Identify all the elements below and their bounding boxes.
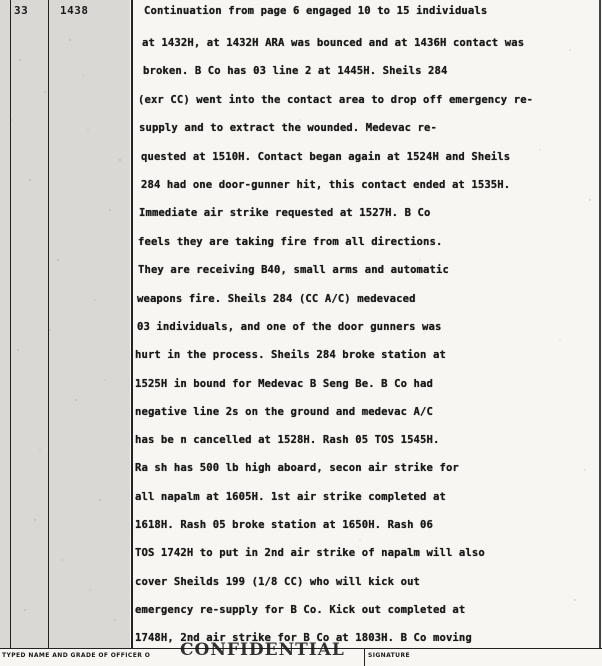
narrative-line: broken. B Co has 03 line 2 at 1445H. Sheils 284 [143, 65, 448, 77]
narrative-line: hurt in the process. Sheils 284 broke station at [135, 349, 446, 361]
column-rule-left [10, 0, 11, 648]
item-number: 33 [14, 4, 29, 17]
entry-time: 1438 [60, 4, 89, 17]
log-narrative [134, 0, 602, 650]
narrative-line: 1618H. Rash 05 broke station at 1650H. Rash 06 [135, 519, 433, 531]
narrative-line: TOS 1742H to put in 2nd air strike of napalm will also [135, 547, 485, 559]
narrative-line: emergency re-supply for B Co. Kick out completed at [135, 604, 466, 616]
classification-stamp: CONFIDENTIAL [180, 640, 345, 660]
narrative-line: at 1432H, at 1432H ARA was bounced and at 1436H contact was [142, 37, 525, 49]
narrative-line: quested at 1510H. Contact began again at 1524H and Sheils [141, 151, 511, 163]
narrative-line: 284 had one door-gunner hit, this contact ended at 1535H. [141, 179, 511, 191]
typed-name-label: TYPED NAME AND GRADE OF OFFICER O [2, 652, 151, 659]
narrative-line: Continuation from page 6 engaged 10 to 15 individuals [144, 5, 488, 17]
column-rule-time [131, 0, 133, 648]
footer-divider [364, 649, 365, 666]
narrative-line: 1525H in bound for Medevac B Seng Be. B Co had [135, 378, 433, 390]
narrative-line: weapons fire. Sheils 284 (CC A/C) medevaced [137, 293, 416, 305]
narrative-line: feels they are taking fire from all directions. [138, 236, 443, 248]
narrative-line: (exr CC) went into the contact area to drop off emergency re- [138, 94, 534, 106]
narrative-line: all napalm at 1605H. 1st air strike completed at [135, 491, 446, 503]
narrative-line: supply and to extract the wounded. Medevac re- [139, 122, 437, 134]
column-rule-mid [48, 0, 49, 648]
narrative-line: negative line 2s on the ground and medevac A/C [135, 406, 433, 418]
narrative-line: Ra sh has 500 lb high aboard, secon air strike for [135, 462, 459, 474]
narrative-line: 03 individuals, and one of the door gunners was [137, 321, 442, 333]
narrative-line: has be n cancelled at 1528H. Rash 05 TOS 1545H. [135, 434, 440, 446]
narrative-line: cover Sheilds 199 (1/8 CC) who will kick out [135, 576, 421, 588]
narrative-line: Immediate air strike requested at 1527H. B Co [139, 207, 431, 219]
narrative-line: 1748H, 2nd air strike for B Co at 1803H. B Co moving [135, 632, 472, 644]
signature-label: SIGNATURE [368, 652, 410, 659]
narrative-line: They are receiving B40, small arms and automatic [138, 264, 449, 276]
